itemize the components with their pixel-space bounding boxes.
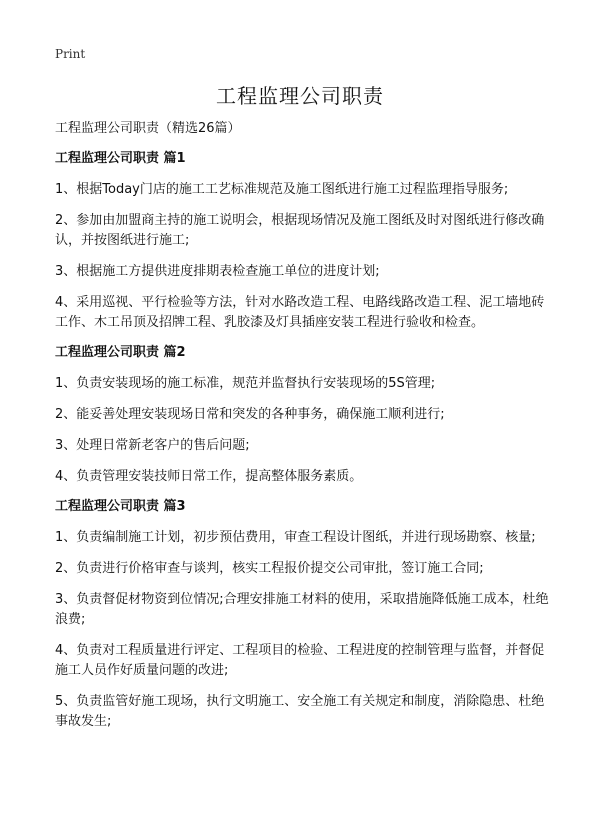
list-item: 4、负责对工程质量进行评定、工程项目的检验、工程进度的控制管理与监督，并督促施工人员作好质量问题的改进; bbox=[55, 643, 545, 678]
section-3 bbox=[55, 498, 550, 732]
list-item: 5、负责监管好施工现场，执行文明施工、安全施工有关规定和制度，消除隐患、杜绝事故发生; bbox=[55, 694, 545, 729]
section-heading: 工程监理公司职责 篇1 bbox=[55, 151, 186, 166]
list-item: 3、根据施工方提供进度排期表检查施工单位的进度计划; bbox=[55, 264, 380, 279]
section-2 bbox=[55, 344, 550, 487]
list-item: 2、能妥善处理安装现场日常和突发的各种事务，确保施工顺利进行; bbox=[55, 407, 445, 422]
list-item: 3、负责督促材物资到位情况;合理安排施工材料的使用，采取措施降低施工成本，杜绝浪费; bbox=[55, 592, 549, 627]
list-item: 2、参加由加盟商主持的施工说明会，根据现场情况及施工图纸及时对图纸进行修改确认，并按图纸进行施工; bbox=[55, 213, 545, 248]
print-label: Print bbox=[55, 47, 86, 61]
document-subtitle: 工程监理公司职责（精选26篇） bbox=[55, 121, 241, 136]
section-1 bbox=[55, 150, 550, 333]
document-body bbox=[55, 120, 550, 743]
section-heading: 工程监理公司职责 篇3 bbox=[55, 499, 186, 514]
list-item: 1、负责安装现场的施工标准，规范并监督执行安装现场的5S管理; bbox=[55, 376, 436, 391]
list-item: 1、负责编制施工计划，初步预估费用，审查工程设计图纸，并进行现场勘察、核量; bbox=[55, 530, 536, 545]
section-heading: 工程监理公司职责 篇2 bbox=[55, 345, 186, 360]
list-item: 3、处理日常新老客户的售后问题; bbox=[55, 438, 250, 453]
list-item: 2、负责进行价格审查与谈判，核实工程报价提交公司审批，签订施工合同; bbox=[55, 561, 484, 576]
list-item: 4、负责管理安装技师日常工作，提高整体服务素质。 bbox=[55, 469, 363, 484]
document-title: 工程监理公司职责 bbox=[216, 84, 384, 108]
list-item: 4、采用巡视、平行检验等方法，针对水路改造工程、电路线路改造工程、泥工墙地砖工作、木工吊顶及招牌工程、乳胶漆及灯具插座安装工程进行验收和检查。 bbox=[55, 295, 545, 330]
list-item: 1、根据Today门店的施工工艺标准规范及施工图纸进行施工过程监理指导服务; bbox=[55, 182, 509, 197]
